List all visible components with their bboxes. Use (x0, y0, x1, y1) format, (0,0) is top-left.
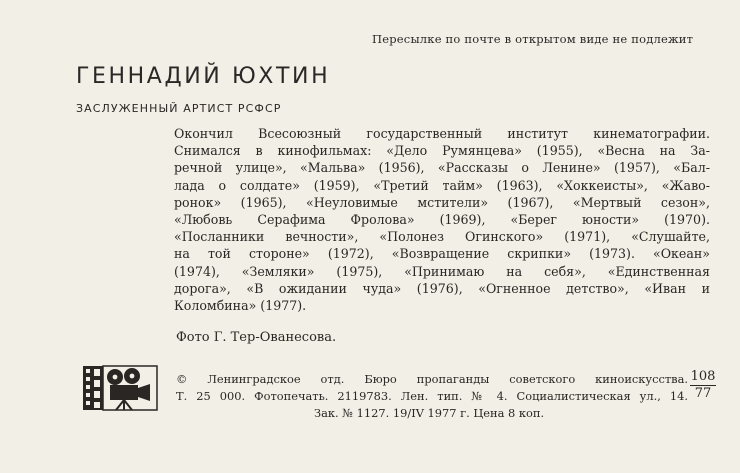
bio-line: речной улице», «Мальва» (1956), «Рассказы о Ленине» (1957), «Бал- (174, 160, 710, 176)
bio-line: (1974), «Земляки» (1975), «Принимаю на себя», «Единственная (174, 263, 710, 279)
postal-note: Пересылке по почте в открытом виде не подлежит (372, 32, 694, 46)
print-code-numerator: 108 (690, 369, 716, 384)
bio-line: лада о солдате» (1959), «Третий тайм» (1963), «Хоккеисты», «Жаво- (174, 177, 710, 193)
actor-name: ГЕННАДИЙ ЮХТИН (76, 64, 331, 89)
actor-title: ЗАСЛУЖЕННЫЙ АРТИСТ РСФСР (76, 102, 282, 115)
imprint-line: Т. 25 000. Фотопечать. 2119783. Лен. тип. № 4. Социалистическая ул., 14. (176, 389, 688, 403)
bio-line: «Посланники вечности», «Полонез Огинского» (1971), «Слушайте, (174, 229, 710, 245)
bio-line: на той стороне» (1972), «Возвращение скрипки» (1973). «Океан» (174, 246, 710, 262)
bio-line: дорога», «В ожидании чуда» (1976), «Огненное детство», «Иван и (174, 280, 710, 296)
film-camera-icon (82, 364, 158, 412)
bio-line: «Любовь Серафима Фролова» (1969), «Берег юности» (1970). (174, 212, 710, 228)
bio-line: Снимался в кинофильмах: «Дело Румянцева» (1955), «Весна на За- (174, 143, 710, 159)
biography (174, 125, 710, 314)
imprint (176, 371, 688, 422)
bio-line: Коломбина» (1977). (174, 298, 307, 314)
imprint-line: Зак. № 1127. 19/IV 1977 г. Цена 8 коп. (314, 406, 545, 420)
bio-line: Окончил Всесоюзный государственный институт кинематографии. (174, 126, 710, 141)
imprint-line: © Ленинградское отд. Бюро пропаганды советского киноискусства. (176, 372, 688, 386)
bio-line: ронок» (1965), «Неуловимые мстители» (1967), «Мертвый сезон», (174, 194, 710, 210)
photo-credit: Фото Г. Тер-Ованесова. (176, 330, 337, 345)
print-code-denominator: 77 (694, 386, 712, 401)
print-code-fraction (690, 369, 716, 401)
